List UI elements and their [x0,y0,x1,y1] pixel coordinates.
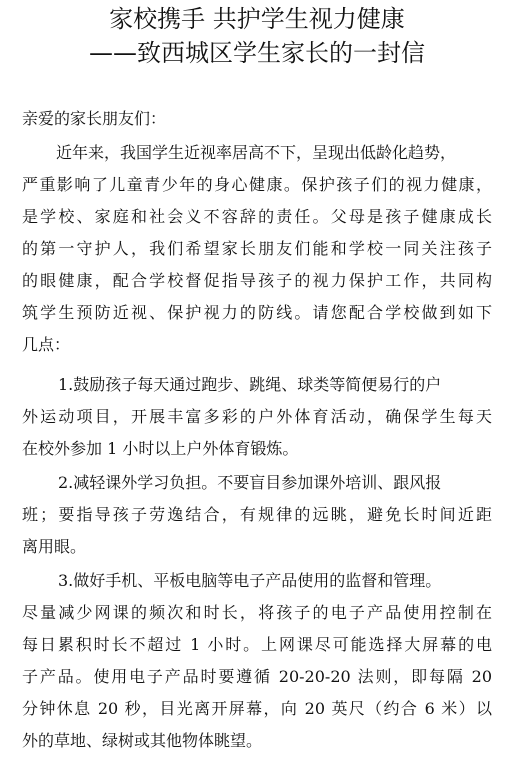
intro-line: 的第一守护人，我们希望家长朋友们能和学校一同关注孩子 [22,239,492,258]
intro-line: 严重影响了儿童青少年的身心健康。保护孩子们的视力健康， [22,175,492,194]
list-item-3-line: 外的草地、绿树或其他物体眺望。 [22,731,263,750]
list-item-3-line: 尽量减少网课的频次和时长，将孩子的电子产品使用控制在 [22,603,492,622]
list-item-2-line: 离用眼。 [22,537,87,556]
list-item-1-line: 1.鼓励孩子每天通过跑步、跳绳、球类等简便易行的户 [58,375,442,394]
letter-title: 家校携手 共护学生视力健康 [109,5,405,33]
list-item-2-line: 2.减轻课外学习负担。不要盲目参加课外培训、跟风报 [58,473,442,492]
list-item-3-line: 分钟休息 20 秒，目光离开屏幕，向 20 英尺（约合 6 米）以 [22,699,492,718]
list-item-1-line: 外运动项目，开展丰富多彩的户外体育活动，确保学生每天 [22,407,492,426]
list-item-3-line: 3.做好手机、平板电脑等电子产品使用的监督和管理。 [58,571,442,590]
list-item-2-line: 班；要指导孩子劳逸结合，有规律的远眺，避免长时间近距 [22,505,492,524]
intro-line: 近年来，我国学生近视率居高不下，呈现出低龄化趋势， [56,143,457,162]
letter-subtitle: ——致西城区学生家长的一封信 [89,39,425,67]
list-item-1-line: 在校外参加 1 小时以上户外体育锻炼。 [22,439,299,458]
intro-line: 几点： [22,335,71,354]
intro-line: 是学校、家庭和社会义不容辞的责任。父母是孩子健康成长 [22,207,492,226]
list-item-3-line: 子产品。使用电子产品时要遵循 20-20-20 法则，即每隔 20 [22,667,492,686]
greeting: 亲爱的家长朋友们： [22,109,167,128]
intro-line: 的眼健康，配合学校督促指导孩子的视力保护工作，共同构 [22,271,492,290]
list-item-3-line: 每日累积时长不超过 1 小时。上网课尽可能选择大屏幕的电 [22,635,492,654]
intro-line: 筑学生预防近视、保护视力的防线。请您配合学校做到如下 [22,303,492,322]
